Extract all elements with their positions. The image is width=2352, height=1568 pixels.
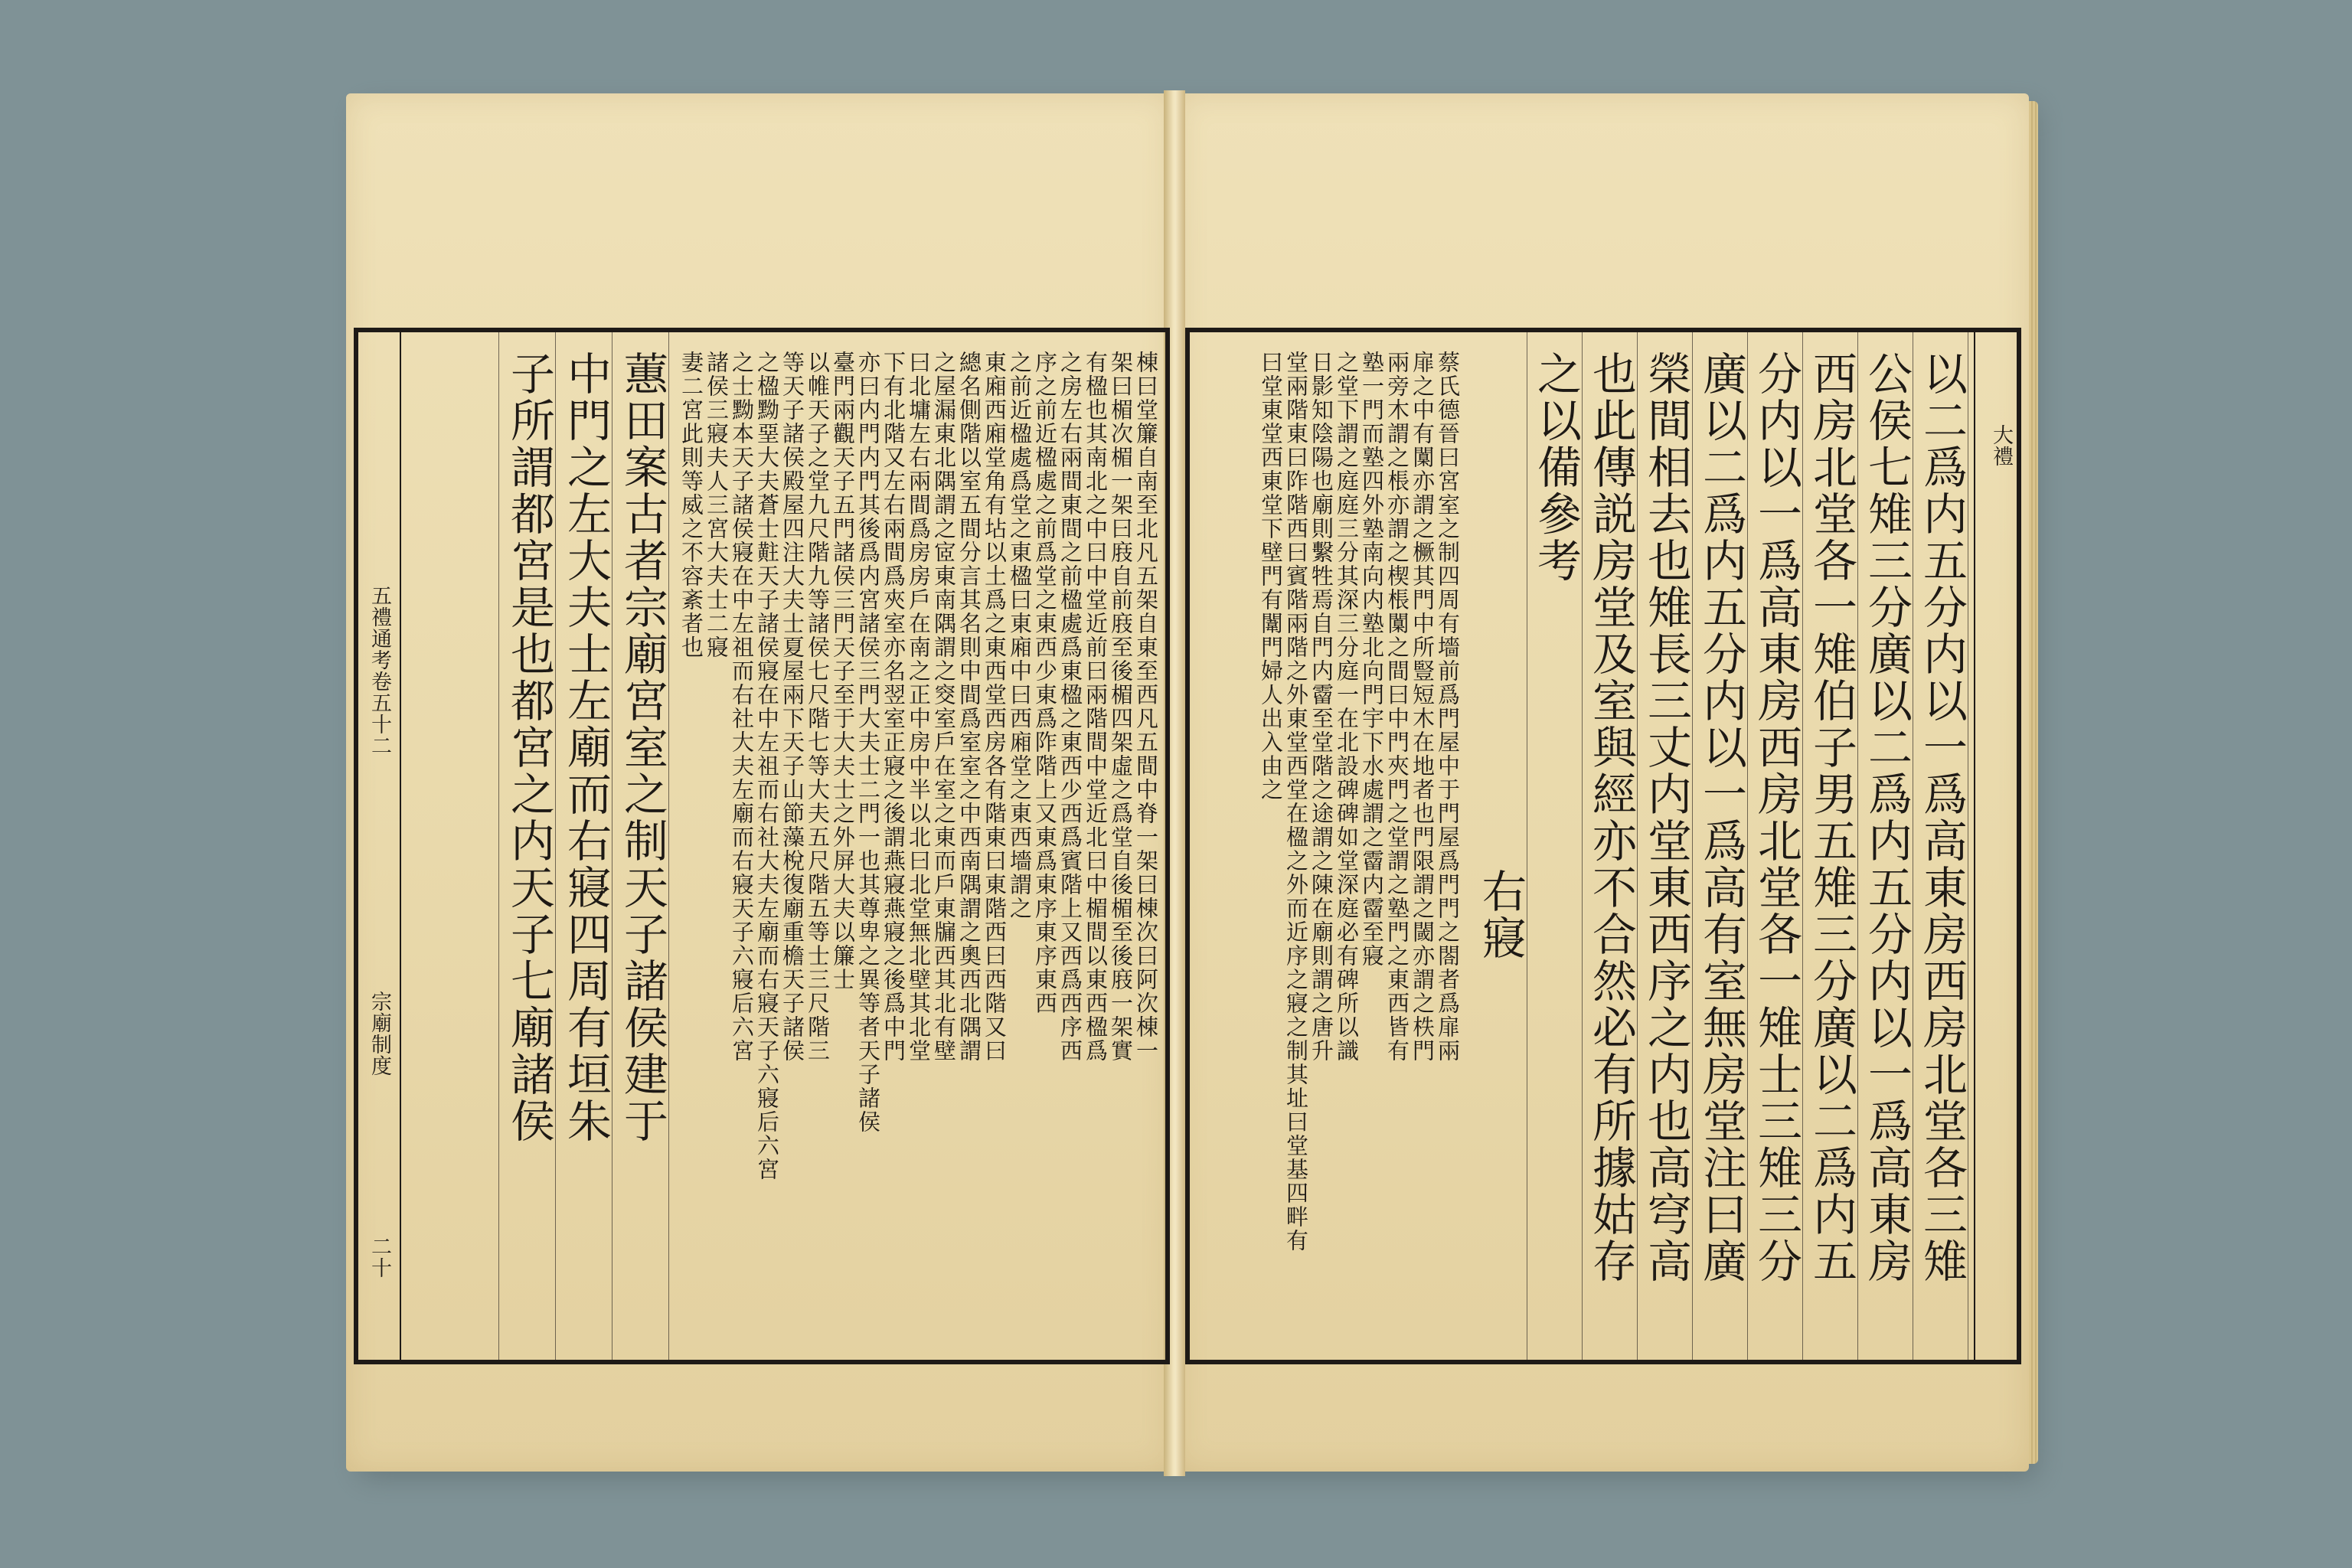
right-commentary-column: 堂兩階東曰阼階西曰賓階兩階之外東堂西堂在楹之外而近序之寢之制其址曰堂基四畔有 <box>1283 351 1309 1253</box>
left-commentary-column: 妻二宮此則等威之不容紊者也 <box>678 351 704 659</box>
fold-page-number-right: 大禮 <box>1989 424 2013 467</box>
left-commentary-column: 序之前近楹處之前爲堂之東西少東爲阼階上又東爲東序東序東西 <box>1032 351 1058 1015</box>
left-commentary-column: 之屋漏東北隅謂之宧東南隅謂之窔室戶在室之東而戶東牖西其北有壁 <box>931 351 957 1063</box>
left-commentary-column: 等天子諸侯殿屋四注大夫士夏屋兩下天子山節藻梲復廟重檐天子諸侯 <box>779 351 805 1063</box>
right-commentary-column: 塾一門而塾四外塾南向内塾北向門宇下水處謂之霤内霤至寢 <box>1359 351 1385 968</box>
left-commentary-column: 曰北墉左右兩間爲房房戶在南之正中房中半以北曰北堂無北壁其北堂 <box>906 351 932 1063</box>
column-rule <box>1637 332 1638 1360</box>
right-main-column: 也此傳説房堂及室與經亦不合然必有所據姑存 <box>1585 351 1637 1285</box>
left-commentary-column: 之楹黝堊大夫蒼士黈天子諸侯寢在中左祖而右社大夫左廟而右寢天子六寢后六宮 <box>754 351 780 1181</box>
right-commentary-column: 之堂下謂之庭庭三分其深三分庭一在北設碑碑如堂深庭必有碑所以識 <box>1334 351 1360 1063</box>
right-commentary-column: 兩旁木謂之棖亦謂之楔棖闑之間曰中門夾門之堂謂之塾門之東西皆有 <box>1384 351 1410 1063</box>
right-commentary-column: 扉之中有闑亦謂之橛其門中所豎短木在地者也門限謂之閾亦謂之柣門 <box>1410 351 1436 1063</box>
right-commentary-column: 蔡氏德晉曰宮室之制四周有墻前爲門屋中于門屋爲門門之閤者爲扉兩 <box>1435 351 1461 1063</box>
left-main-column: 子所謂都宮是也都宮之内天子七廟諸侯 <box>503 351 555 1145</box>
left-commentary-column: 亦曰内門内門其後爲内宮諸侯三門大夫士二門一也其尊卑之異等者天子諸侯 <box>855 351 881 1134</box>
right-text-frame <box>1185 328 2021 1364</box>
column-rule <box>498 332 499 1360</box>
left-commentary-column: 之士黝本天子諸侯寢在中左祖而右社大夫左廟而右寢天子六寢后六宮 <box>729 351 755 1063</box>
left-commentary-column: 以帷天子之堂九尺階九等諸侯七尺階七等大夫五尺階五等士三尺階三 <box>805 351 831 1063</box>
right-main-column: 之以備參考 <box>1530 351 1582 584</box>
fold-title: 五禮通考卷五十二 <box>368 585 391 756</box>
fold-section: 宗廟制度 <box>368 991 391 1076</box>
right-main-column: 西房北堂各一雉伯子男五雉三分廣以二爲内五 <box>1805 351 1857 1285</box>
right-main-column: 廣以二爲内五分内以一爲高有室無房堂注曰廣 <box>1695 351 1747 1285</box>
column-rule <box>668 332 669 1360</box>
column-rule <box>1747 332 1748 1360</box>
left-commentary-column: 架曰楣次楣一架曰庪自前庪至後楣四架虛之爲堂自後楣至後庪一架實 <box>1108 351 1134 1063</box>
right-commentary-column: 日影知陰陽也廟則繫牲焉自門内霤至堂階之途謂之陳在廟則謂之唐升 <box>1308 351 1334 1063</box>
left-main-column: 蕙田案古者宗廟宮室之制天子諸侯建于 <box>616 351 668 1145</box>
left-text-frame <box>354 328 1170 1364</box>
left-commentary-column: 之前近楹處爲堂之東楹曰東廂中曰西廂堂之東西墻謂之 <box>1007 351 1033 920</box>
column-rule <box>555 332 556 1360</box>
left-commentary-column: 棟曰堂簾自南至北凡五架自東至西凡五間中脊一架曰棟次曰阿次棟一 <box>1133 351 1159 1063</box>
right-main-column: 以二爲内五分内以一爲高東房西房北堂各三雉 <box>1916 351 1968 1285</box>
column-rule <box>1582 332 1583 1360</box>
left-fold-column <box>354 332 401 1360</box>
left-commentary-column: 總名側階以室五間分言其名則中間爲室室之中西南隅謂之奧西北隅謂 <box>956 351 982 1063</box>
fold-page-number: 二十 <box>368 1236 391 1279</box>
left-commentary-column: 之房左右兩間東間之前楹處爲東楹之東西少西爲賓階上又西爲西序西 <box>1057 351 1083 1063</box>
column-rule <box>1692 332 1693 1360</box>
column-rule <box>1857 332 1858 1360</box>
left-main-column: 中門之左大夫士左廟而右寢四周有垣朱 <box>560 351 612 1145</box>
left-commentary-column: 東廂西廂堂角有坫以土爲之東西堂西房各有階東曰東階西曰西階又曰 <box>982 351 1008 1063</box>
right-commentary-column: 曰堂東堂西東堂下壁門有闈門婦人出入由之 <box>1258 351 1284 802</box>
right-main-column: 分内以一爲高東房西房北堂各一雉士三雉三分 <box>1750 351 1802 1285</box>
left-commentary-column: 下有北階又左右兩間爲夾室亦名翌室正寢之後謂燕寢燕寢之後爲中門 <box>880 351 906 1063</box>
column-rule <box>1802 332 1803 1360</box>
right-fold-column <box>1974 332 2021 1360</box>
left-commentary-column: 有楹也其南北之中曰中堂近前曰兩階間中堂近北曰中楣間以東西楹爲 <box>1083 351 1109 1063</box>
right-main-column: 公侯七雉三分廣以二爲内五分内以一爲高東房 <box>1860 351 1913 1285</box>
section-heading: 右寢 <box>1475 868 1527 962</box>
right-main-column: 榮間相去也雉長三丈内堂東西序之内也高穹高 <box>1640 351 1692 1285</box>
left-commentary-column: 諸侯三寢夫人三宮大夫士二寢 <box>704 351 730 659</box>
left-commentary-column: 臺門兩觀天子五門諸侯三門天子至于大夫士之外屏大夫以簾士 <box>830 351 856 991</box>
